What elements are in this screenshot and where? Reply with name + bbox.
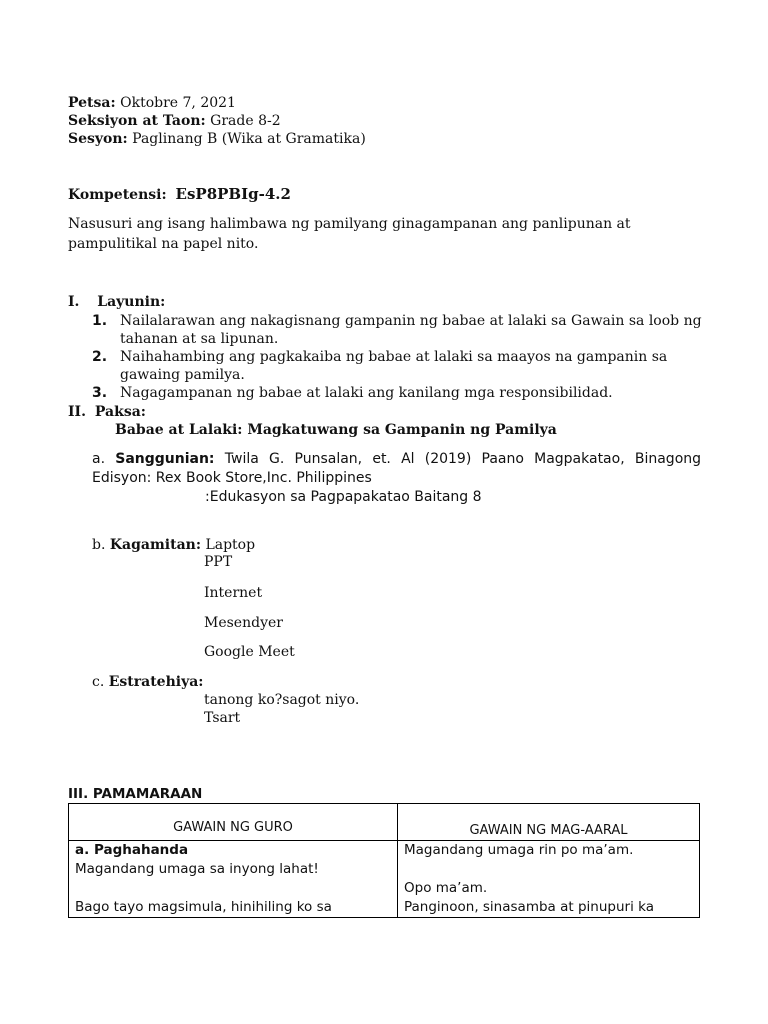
objectives-label: Layunin: — [97, 294, 166, 310]
materials-heading — [92, 536, 255, 554]
material-item: Laptop — [205, 537, 256, 553]
material-item: Google Meet — [204, 644, 295, 660]
material-item: PPT — [204, 554, 233, 570]
objective-text: Nagagampanan ng babae at lalaki ang kanilang mga responsibilidad. — [120, 385, 613, 401]
table-header-row — [69, 804, 700, 841]
strategy-prefix: c. — [92, 674, 105, 690]
strategy-heading — [92, 673, 203, 691]
materials-prefix: b. — [92, 537, 106, 553]
student-activity-cell — [398, 841, 700, 918]
objective-number: 2. — [92, 349, 108, 365]
competency-line — [68, 185, 291, 204]
objectives-numeral: I. — [68, 294, 80, 310]
competency-description: Nasusuri ang isang halimbawa ng pamilyang ginagampanan ang panlipunan at pampulitikal na papel nito. — [68, 216, 631, 252]
procedure-heading: III. PAMAMARAAN — [68, 786, 203, 802]
objective-text: Nailalarawan ang nakagisnang gampanin ng babae at lalaki sa Gawain sa loob ng tahanan at sa lipunan. — [120, 313, 702, 347]
topic-title: Babae at Lalaki: Magkatuwang sa Gampanin ng Pamilya — [115, 422, 557, 438]
strategy-label: Estratehiya: — [108, 674, 204, 690]
reference-text: Twila G. Punsalan, et. Al (2019) Paano Magpakatao, Binagong Edisyon: Rex Book Store,Inc. Philippines — [92, 451, 702, 486]
reference-text-secondary: :Edukasyon sa Pagpapakatao Baitang 8 — [205, 489, 482, 505]
section-value: Grade 8-2 — [210, 113, 281, 129]
table-row — [69, 841, 700, 918]
competency-code: EsP8PBIg-4.2 — [175, 185, 291, 203]
material-item: Internet — [204, 585, 263, 601]
procedure-table — [68, 803, 700, 918]
material-item: Mesendyer — [204, 615, 283, 631]
session-value: Paglinang B (Wika at Gramatika) — [132, 131, 366, 147]
preparation-label: a. Paghahanda — [75, 842, 189, 858]
topic-label: Paksa: — [94, 404, 146, 420]
objective-text: Naihahambing ang pagkakaiba ng babae at lalaki sa maayos na gampanin sa gawaing pamilya. — [120, 349, 668, 383]
section-label: Seksiyon at Taon: — [68, 113, 206, 129]
student-line: Opo ma’am. — [404, 880, 488, 896]
reference-prefix: a. — [92, 451, 106, 467]
strategy-item: Tsart — [204, 710, 241, 726]
session-label: Sesyon: — [68, 131, 128, 147]
strategy-item: tanong ko?sagot niyo. — [204, 692, 360, 708]
objective-number: 1. — [92, 313, 108, 329]
competency-label: Kompetensi: — [68, 187, 167, 203]
student-line: Magandang umaga rin po ma’am. — [404, 842, 634, 858]
topic-numeral: II. — [68, 404, 86, 420]
reference-label: Sanggunian: — [115, 451, 215, 467]
teacher-line: Magandang umaga sa inyong lahat! — [75, 861, 319, 877]
objectives-heading — [68, 293, 165, 311]
materials-label: Kagamitan: — [109, 537, 201, 553]
section-line — [68, 112, 281, 130]
date-label: Petsa: — [68, 95, 116, 111]
teacher-line: Bago tayo magsimula, hinihiling ko sa — [75, 899, 332, 915]
date-line — [68, 94, 236, 112]
teacher-activity-cell — [69, 841, 398, 918]
date-value: Oktobre 7, 2021 — [120, 95, 236, 111]
student-line: Panginoon, sinasamba at pinupuri ka — [404, 899, 654, 915]
reference-paragraph — [92, 450, 701, 488]
topic-heading — [68, 403, 146, 421]
objective-number: 3. — [92, 385, 108, 401]
column-header-teacher: GAWAIN NG GURO — [69, 804, 398, 841]
session-line — [68, 130, 366, 148]
column-header-student: GAWAIN NG MAG-AARAL — [398, 804, 700, 841]
